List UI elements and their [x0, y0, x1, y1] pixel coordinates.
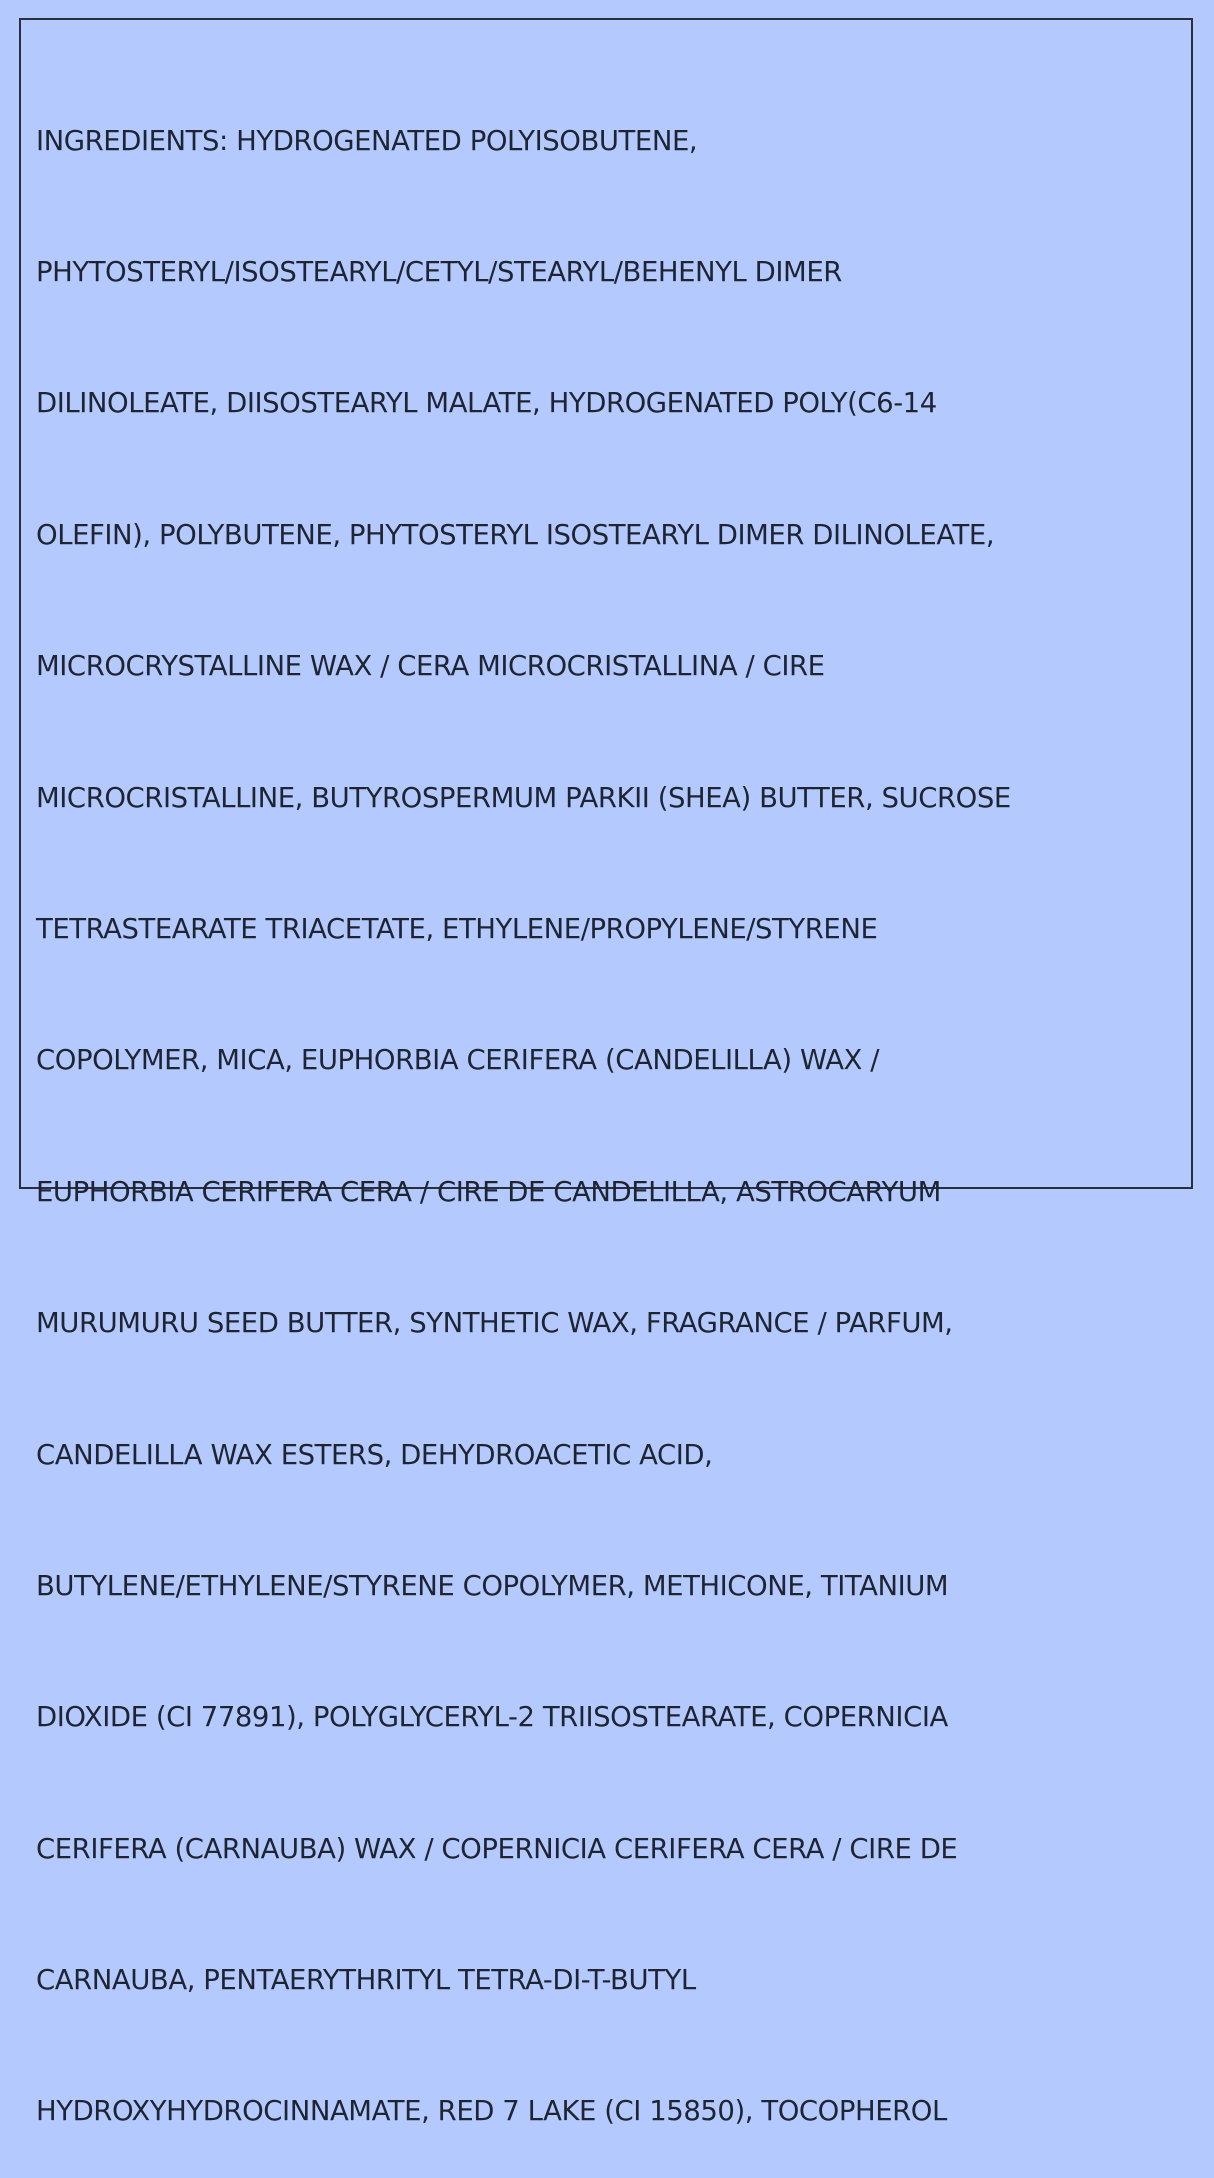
ingredients-line: CERIFERA (CARNAUBA) WAX / COPERNICIA CERIFERA CERA / CIRE DE — [36, 1832, 958, 1865]
ingredients-line: DIOXIDE (CI 77891), POLYGLYCERYL-2 TRIISOSTEARATE, COPERNICIA — [36, 1701, 948, 1734]
ingredients-line: TETRASTEARATE TRIACETATE, ETHYLENE/PROPYLENE/STYRENE — [36, 912, 878, 945]
ingredients-line: MURUMURU SEED BUTTER, SYNTHETIC WAX, FRAGRANCE / PARFUM, — [36, 1307, 953, 1340]
ingredients-line: BUTYLENE/ETHYLENE/STYRENE COPOLYMER, METHICONE, TITANIUM — [36, 1569, 949, 1602]
ingredients-line: MICROCRISTALLINE, BUTYROSPERMUM PARKII (SHEA) BUTTER, SUCROSE — [36, 781, 1011, 814]
ingredients-line: CARNAUBA, PENTAERYTHRITYL TETRA-DI-T-BUTYL — [36, 1964, 696, 1997]
ingredients-line: PHYTOSTERYL/ISOSTEARYL/CETYL/STEARYL/BEHENYL DIMER — [36, 255, 842, 288]
ingredients-line: OLEFIN), POLYBUTENE, PHYTOSTERYL ISOSTEARYL DIMER DILINOLEATE, — [36, 518, 995, 551]
ingredients-line: DILINOLEATE, DIISOSTEARYL MALATE, HYDROGENATED POLY(C6-14 — [36, 387, 937, 420]
ingredients-line: HYDROXYHYDROCINNAMATE, RED 7 LAKE (CI 15850), TOCOPHEROL — [36, 2095, 947, 2128]
ingredients-line: MICROCRYSTALLINE WAX / CERA MICROCRISTALLINA / CIRE — [36, 650, 825, 683]
ingredients-line: CANDELILLA WAX ESTERS, DEHYDROACETIC ACID, — [36, 1438, 713, 1471]
ingredients-line: INGREDIENTS: HYDROGENATED POLYISOBUTENE, — [36, 124, 698, 157]
ingredients-line: COPOLYMER, MICA, EUPHORBIA CERIFERA (CANDELILLA) WAX / — [36, 1044, 880, 1077]
ingredients-line: EUPHORBIA CERIFERA CERA / CIRE DE CANDELILLA, ASTROCARYUM — [36, 1175, 941, 1208]
ingredients-text — [36, 32, 1186, 2178]
